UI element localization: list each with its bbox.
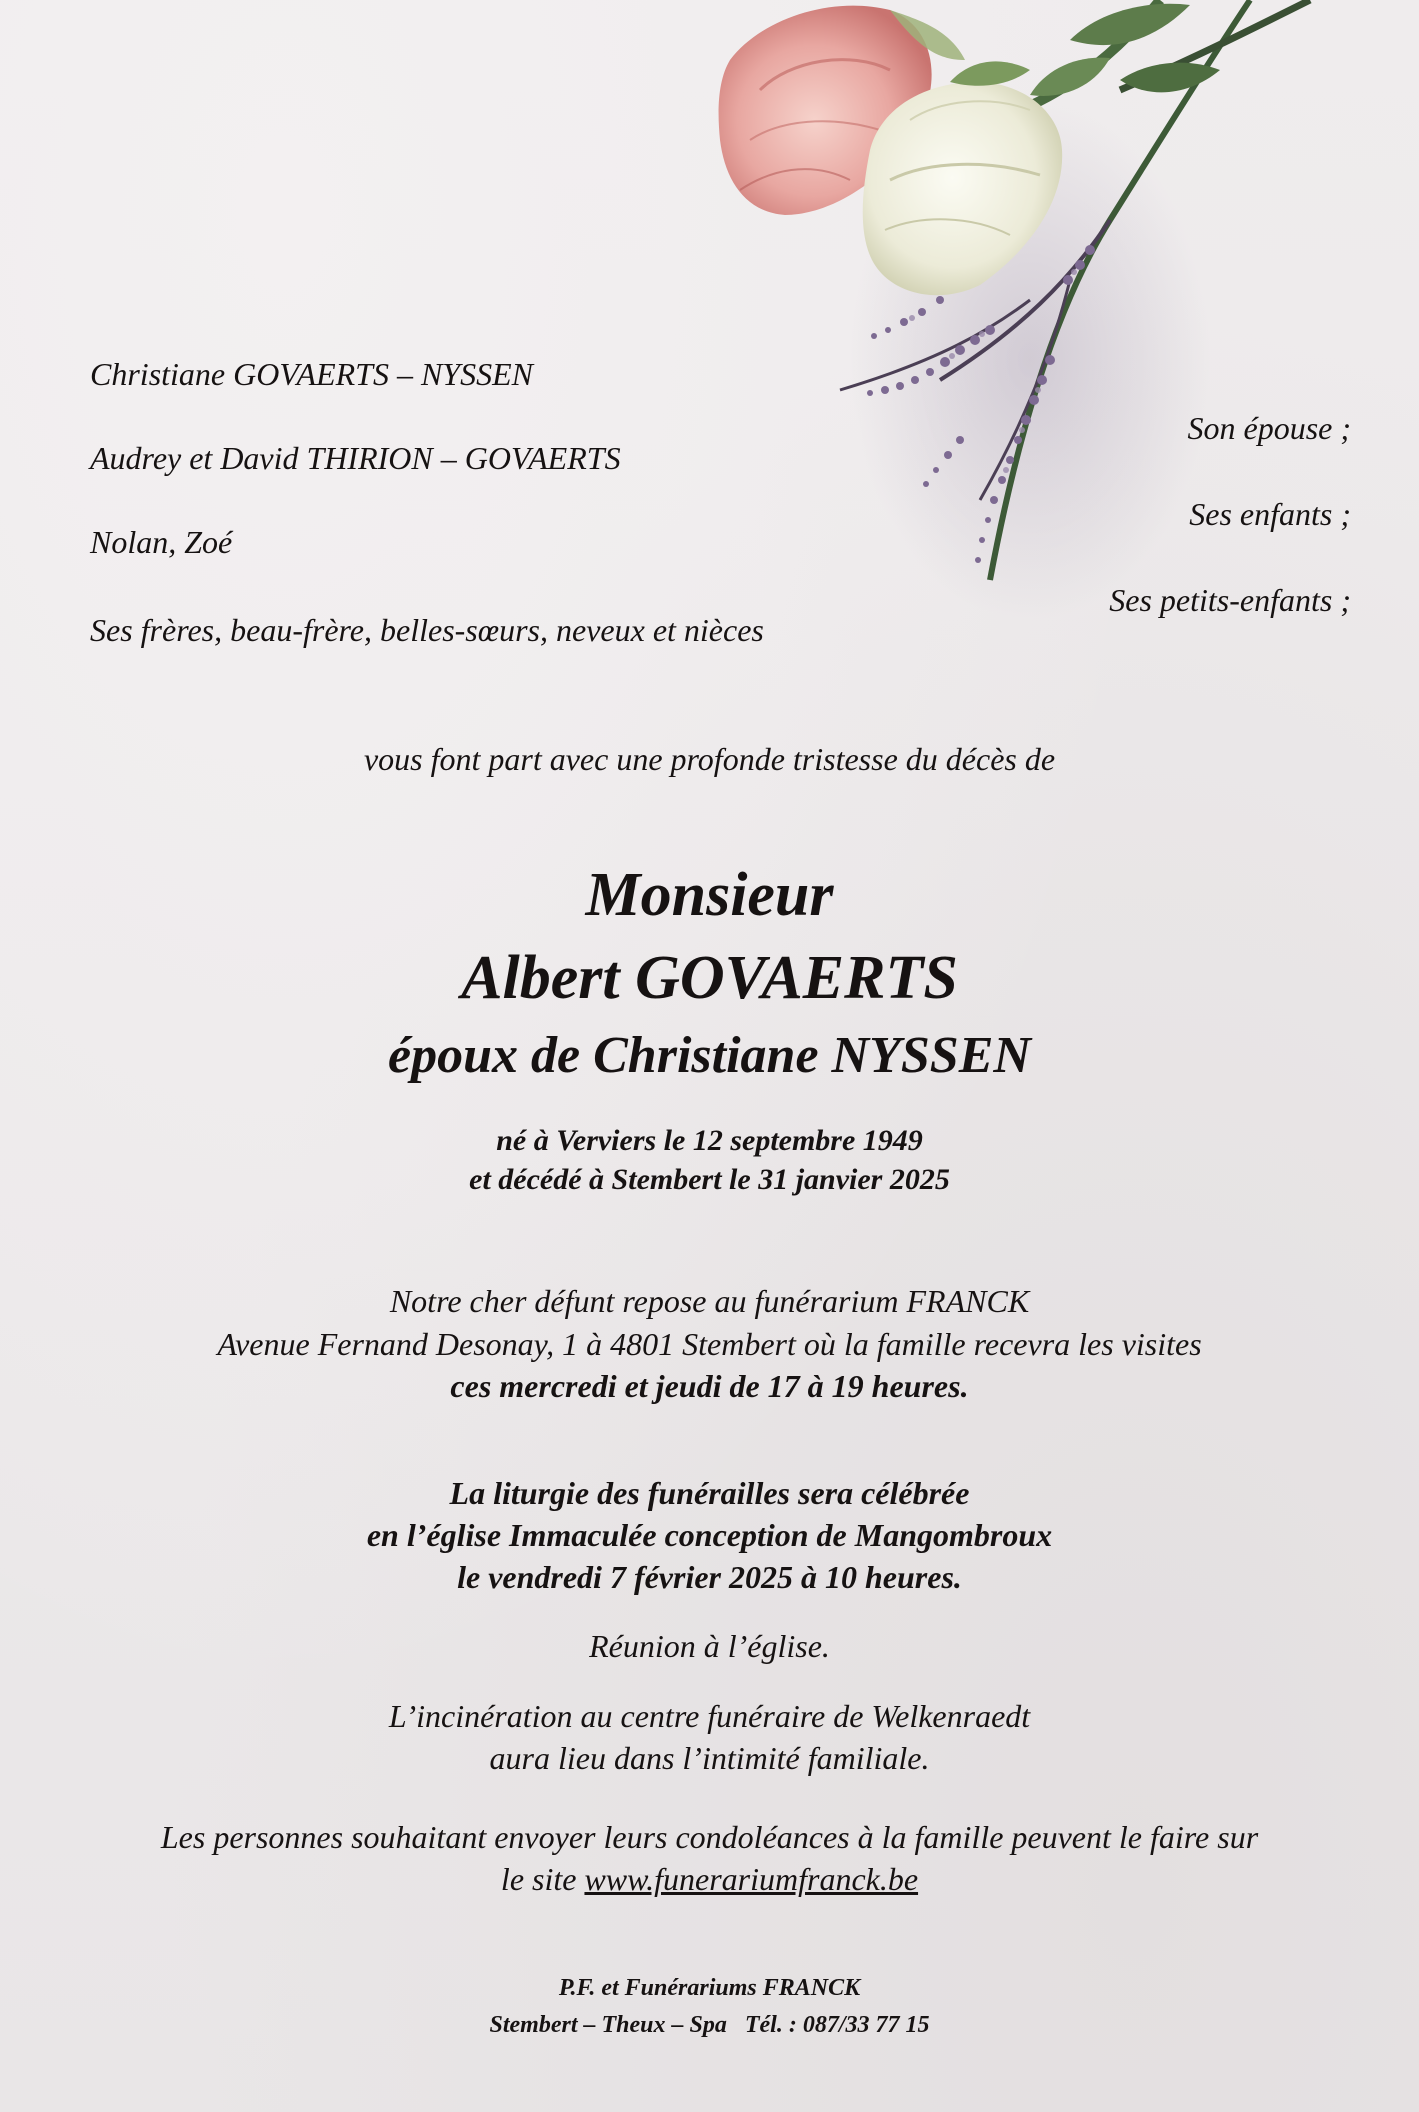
family-children-names: Audrey et David THIRION – GOVAERTS [90,440,621,476]
family-spouse-name: Christiane GOVAERTS – NYSSEN [90,356,533,392]
visitation-address: Avenue Fernand Desonay, 1 à 4801 Stembert où la famille recevra les visites [217,1326,1202,1362]
funeral-line-1: La liturgie des funérailles sera célébrée [449,1475,970,1511]
deceased-spouse-line: époux de Christiane NYSSEN [388,1027,1031,1084]
announcement-intro: vous font part avec une profonde tristesse du décès de [363,741,1056,777]
funeral-line-3: le vendredi 7 février 2025 à 10 heures. [457,1559,962,1595]
family-siblings-line: Ses frères, beau-frère, belles-sœurs, neveux et nièces [90,612,764,648]
cremation-line-1: L’incinération au centre funéraire de Welkenraedt [388,1698,1031,1734]
family-grandchildren-names: Nolan, Zoé [90,524,233,560]
deceased-name: Albert GOVAERTS [461,944,958,1012]
flower-bouquet-image [690,0,1330,660]
cremation-line-2: aura lieu dans l’intimité familiale. [489,1740,930,1776]
funeral-line-2: en l’église Immaculée conception de Mangombroux [366,1517,1053,1553]
condolences-site-prefix: le site [500,1861,577,1897]
meeting-note: Réunion à l’église. [589,1628,830,1664]
condolences-site-line [0,1861,1419,1898]
relation-grandchildren: Ses petits-enfants ; [1109,582,1351,618]
funerarium-website-link[interactable]: www.funerariumfranck.be [584,1861,919,1897]
relation-spouse: Son épouse ; [1187,410,1351,446]
footer-contact: Stembert – Theux – Spa Tél. : 087/33 77 15 [489,2012,930,2038]
visitation-location: Notre cher défunt repose au funérarium FRANCK [389,1283,1030,1319]
relation-children: Ses enfants ; [1189,496,1351,532]
birth-line: né à Verviers le 12 septembre 1949 [496,1124,923,1157]
visitation-hours: ces mercredi et jeudi de 17 à 19 heures. [450,1368,969,1404]
deceased-title: Monsieur [585,861,834,929]
death-line: et décédé à Stembert le 31 janvier 2025 [469,1163,950,1196]
condolences-line: Les personnes souhaitant envoyer leurs condoléances à la famille peuvent le faire sur [160,1819,1259,1855]
footer-company: P.F. et Funérariums FRANCK [558,1975,861,2001]
